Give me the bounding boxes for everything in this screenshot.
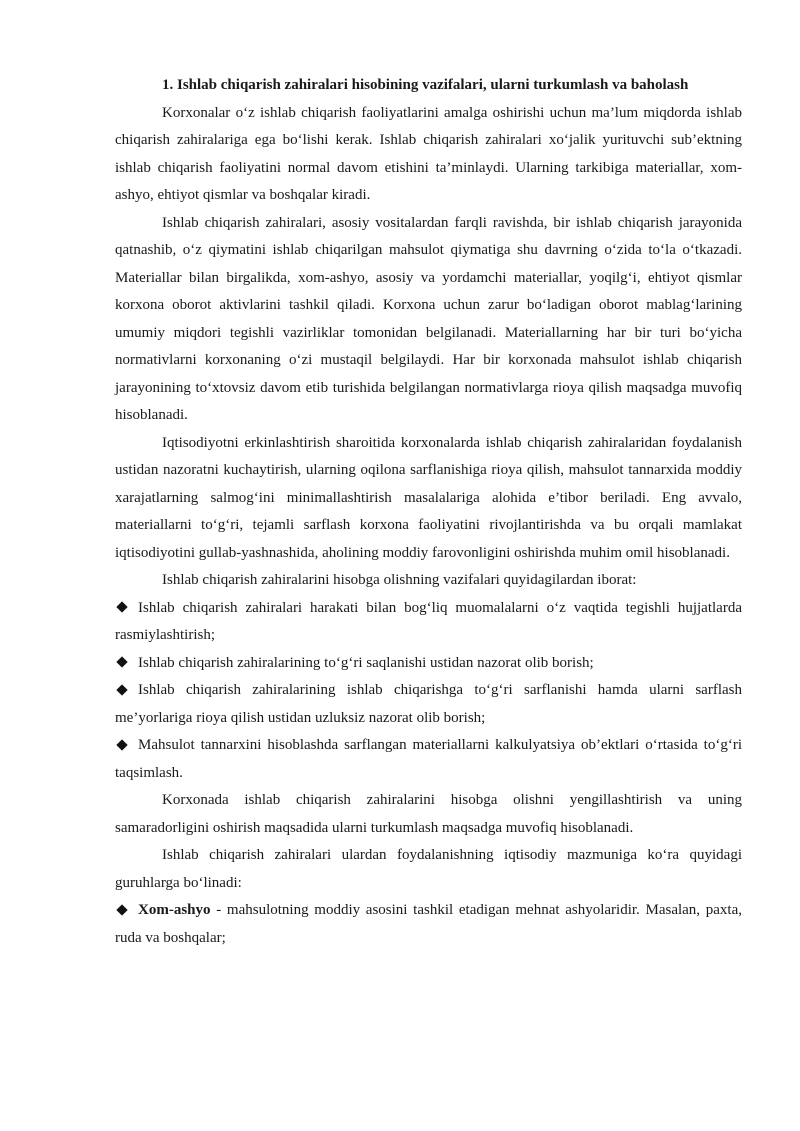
bullet-item-3 <box>115 677 742 732</box>
document-page <box>115 72 742 952</box>
bullet-text: - mahsulotning moddiy asosini tashkil etadigan mehnat ashyolaridir. Masalan, paxta, ruda va boshqalar; <box>115 902 742 946</box>
bullet-item-4 <box>115 732 742 787</box>
paragraph-1: Korxonalar o‘z ishlab chiqarish faoliyatlarini amalga oshirishi uchun ma’lum miqdorda ishlab chiqarish zahiralariga ega bo‘lishi kerak. Ishlab chiqarish zahiralari xo‘jalik yurituvchi sub’ektning ishlab chiqarish faoliyatini normal davom etishini ta’minlaydi. Ularning tarkibiga materiallar, xom-ashyo, ehtiyot qismlar va boshqalar kiradi. <box>115 104 742 203</box>
diamond-bullet-icon <box>116 601 127 612</box>
paragraph-3: Iqtisodiyotni erkinlashtirish sharoitida korxonalarda ishlab chiqarish zahiralaridan foydalanish ustidan nazoratni kuchaytirish, ularning oqilona sarflanishiga rioya qilish, mahsulot tannarxida moddiy xarajatlarning salmog‘ini minimallashtirish masalalariga alohida e’tibor beriladi. Eng avvalo, materiallarni to‘g‘ri, tejamli sarflash korxona faoliyatini rivojlantirishda va bu orqali mamlakat iqtisodiyotini gullab-yashnashida, aholining moddiy farovonligini oshirishda muhim omil hisoblanadi. <box>115 434 742 561</box>
paragraph-4: Ishlab chiqarish zahiralarini hisobga olishning vazifalari quyidagilardan iborat: <box>162 572 637 588</box>
bullet-item-2 <box>115 650 742 678</box>
bullet-text: Mahsulot tannarxini hisoblashda sarflangan materiallarni kalkulyatsiya ob’ektlari o‘rtasida to‘g‘ri taqsimlash. <box>115 737 742 781</box>
bullet-text: Ishlab chiqarish zahiralari harakati bilan bog‘liq muomalalarni o‘z vaqtida tegishli hujjatlarda rasmiylashtirish; <box>115 599 742 643</box>
diamond-bullet-icon <box>116 684 127 695</box>
bullet-text: Ishlab chiqarish zahiralarining to‘g‘ri saqlanishi ustidan nazorat olib borish; <box>138 654 594 671</box>
paragraph-5: Korxonada ishlab chiqarish zahiralarini hisobga olishni yengillashtirish va uning samaradorligini oshirish maqsadida ularni turkumlash maqsadga muvofiq hisoblanadi. <box>115 792 742 836</box>
paragraph-6: Ishlab chiqarish zahiralari ulardan foydalanishning iqtisodiy mazmuniga ko‘ra quyidagi guruhlarga bo‘linadi: <box>115 847 742 891</box>
bullet-term: Xom-ashyo <box>138 902 211 918</box>
bullet-text: Ishlab chiqarish zahiralarining ishlab chiqarishga to‘g‘ri sarflanishi hamda ularni sarflash me’yorlariga rioya qilish ustidan uzluksiz nazorat olib borish; <box>115 682 742 726</box>
diamond-bullet-icon <box>116 739 127 750</box>
paragraph-2: Ishlab chiqarish zahiralari, asosiy vositalardan farqli ravishda, bir ishlab chiqarish jarayonida qatnashib, o‘z qiymatini ishlab chiqarilgan mahsulot qiymatiga shu davrning o‘zida to‘la o‘tkazadi. Materiallar bilan birgalikda, xom-ashyo, asosiy va yordamchi materiallar, yoqilg‘i, ehtiyot qismlar korxona oborot aktivlarini tashkil qiladi. Korxona uchun zarur bo‘ladigan oborot mablag‘larining umumiy miqdori tegishli vazirliklar tomonidan belgilanadi. Materiallarning har bir turi bo‘yicha normativlarni korxonaning o‘zi mustaqil belgilaydi. Har bir korxonada mahsulot ishlab chiqarish jarayonining to‘xtovsiz davom etib turishida belgilangan normativlarga rioya qilish maqsadga muvofiq hisoblanadi. <box>115 214 742 423</box>
bullet-item-5 <box>115 897 742 952</box>
diamond-bullet-icon <box>116 656 127 667</box>
diamond-bullet-icon <box>116 904 127 915</box>
section-heading: 1. Ishlab chiqarish zahiralari hisobining vazifalari, ularni turkumlash va baholash <box>162 77 689 93</box>
bullet-item-1 <box>115 595 742 650</box>
